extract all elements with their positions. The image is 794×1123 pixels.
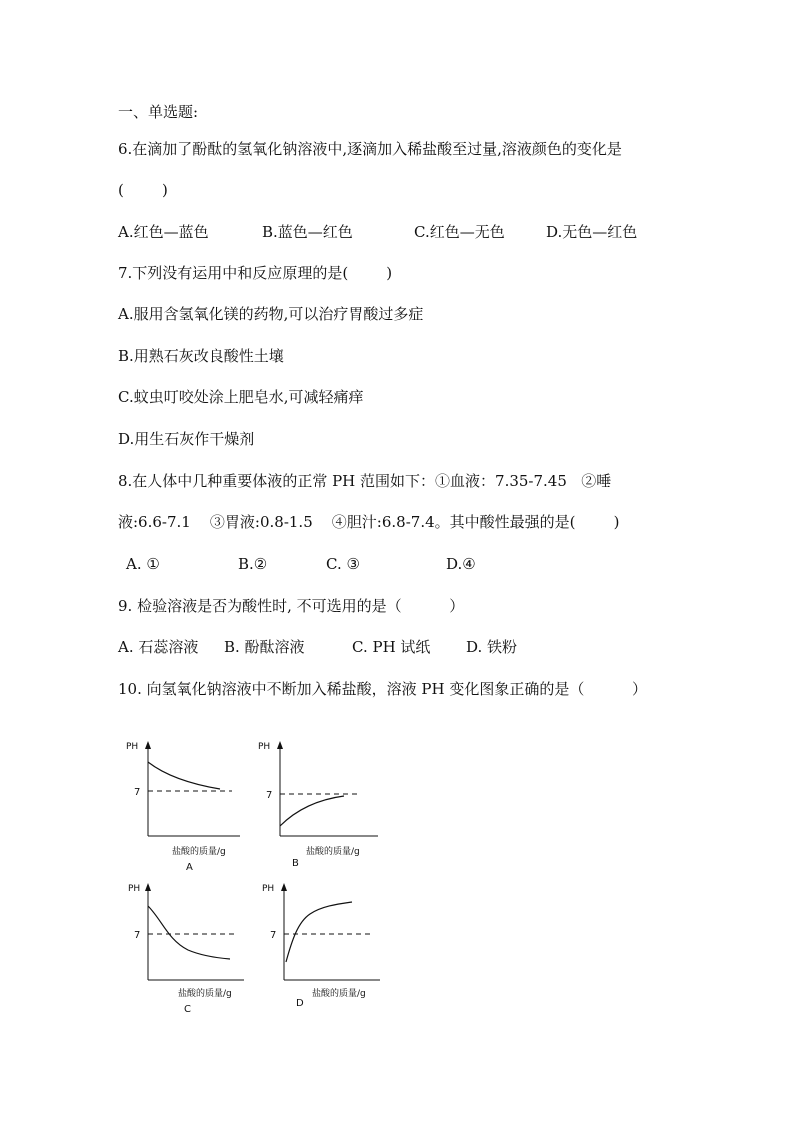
graph-b-y-label: PH bbox=[258, 742, 271, 752]
q7-option-b: B.用熟石灰改良酸性土壤 bbox=[118, 347, 284, 365]
graph-a-x-label: 盐酸的质量/g bbox=[172, 847, 226, 857]
graph-d bbox=[260, 878, 390, 1018]
q8-option-d: D.④ bbox=[446, 555, 476, 573]
q9-option-a: A. 石蕊溶液 bbox=[118, 638, 199, 656]
graph-b-caption: B bbox=[292, 858, 299, 869]
q7-option-d: D.用生石灰作干燥剂 bbox=[118, 430, 255, 448]
q9-option-d: D. 铁粉 bbox=[466, 638, 518, 656]
q8-stem-line1: 8.在人体中几种重要体液的正常 PH 范围如下：①血液：7.35-7.45 ②唾 bbox=[118, 472, 612, 490]
q8-option-b: B.② bbox=[238, 555, 268, 573]
q7-option-c: C.蚊虫叮咬处涂上肥皂水,可减轻痛痒 bbox=[118, 388, 364, 406]
graph-c-y-label: PH bbox=[128, 884, 141, 894]
q8-stem-line2: 液:6.6-7.1 ③胃液:0.8-1.5 ④胆汁:6.8-7.4。其中酸性最强的是( ) bbox=[118, 513, 620, 531]
graph-d-y-label: PH bbox=[262, 884, 275, 894]
q7-stem: 7.下列没有运用中和反应原理的是( ) bbox=[118, 264, 393, 282]
graph-d-caption: D bbox=[296, 998, 304, 1009]
graph-d-curve bbox=[286, 902, 352, 962]
graph-c bbox=[126, 878, 256, 1018]
graph-a-caption: A bbox=[186, 862, 193, 873]
q6-bracket: ( ) bbox=[118, 181, 168, 199]
q7-option-a: A.服用含氢氧化镁的药物,可以治疗胃酸过多症 bbox=[118, 305, 424, 323]
graph-c-caption: C bbox=[184, 1004, 191, 1015]
graph-b-ref-tick: 7 bbox=[266, 790, 273, 801]
graph-a-y-label: PH bbox=[126, 742, 139, 752]
graph-d-ref-tick: 7 bbox=[270, 930, 277, 941]
graph-a bbox=[120, 736, 250, 876]
section-title: 一、单选题: bbox=[118, 103, 199, 121]
graph-c-ref-tick: 7 bbox=[134, 930, 141, 941]
q6-option-b: B.蓝色—红色 bbox=[262, 223, 353, 241]
graph-c-curve bbox=[148, 906, 230, 959]
q6-stem: 6.在滴加了酚酞的氢氧化钠溶液中,逐滴加入稀盐酸至过量,溶液颜色的变化是 bbox=[118, 140, 622, 158]
q10-stem: 10. 向氢氧化钠溶液中不断加入稀盐酸，溶液 PH 变化图象正确的是（ ） bbox=[118, 680, 648, 698]
q6-option-c: C.红色—无色 bbox=[414, 223, 505, 241]
graph-b-x-label: 盐酸的质量/g bbox=[306, 847, 360, 857]
graph-a-ref-tick: 7 bbox=[134, 787, 141, 798]
q8-option-a: A. ① bbox=[126, 555, 160, 573]
graph-b-curve bbox=[280, 796, 344, 826]
q6-option-d: D.无色—红色 bbox=[546, 223, 638, 241]
graph-b bbox=[254, 736, 384, 876]
graph-d-x-label: 盐酸的质量/g bbox=[312, 989, 366, 999]
q8-option-c: C. ③ bbox=[326, 555, 360, 573]
graph-c-x-label: 盐酸的质量/g bbox=[178, 989, 232, 999]
graph-a-curve bbox=[148, 762, 220, 789]
q9-option-b: B. 酚酞溶液 bbox=[224, 638, 305, 656]
q9-option-c: C. PH 试纸 bbox=[352, 638, 431, 656]
q9-stem: 9. 检验溶液是否为酸性时, 不可选用的是（ ） bbox=[118, 597, 465, 615]
q6-option-a: A.红色—蓝色 bbox=[118, 223, 209, 241]
